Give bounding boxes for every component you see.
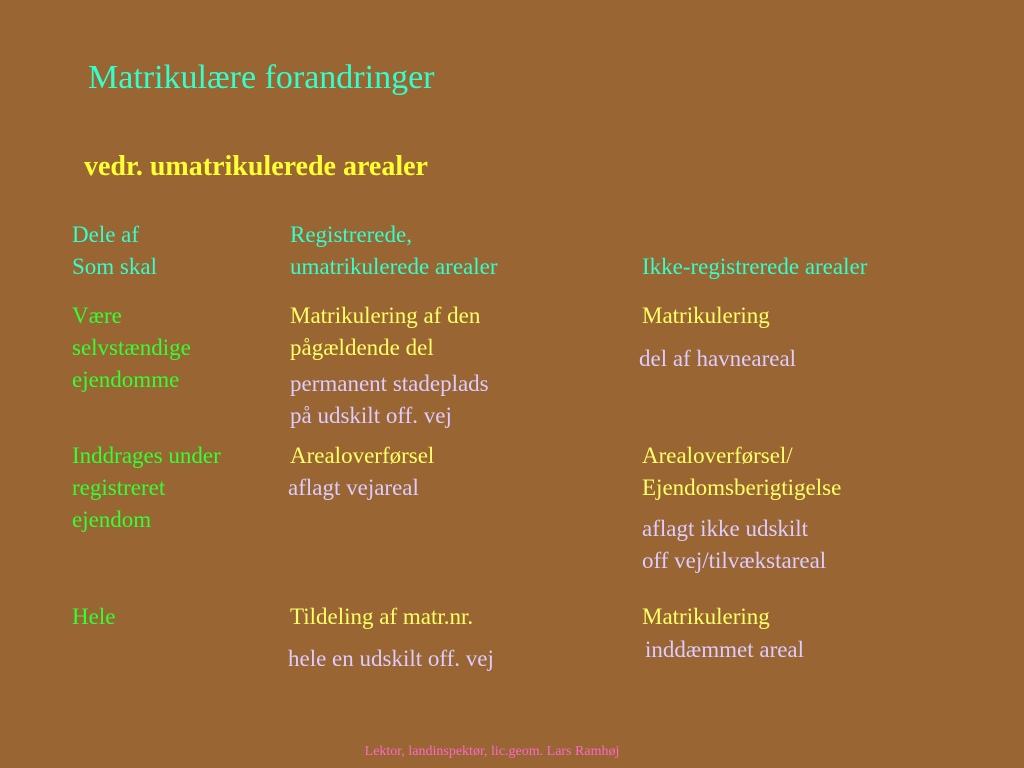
header-col1-line2: Som skal — [72, 254, 157, 279]
row1-label-line: ejendomme — [72, 367, 180, 392]
row2-col3-detail-line: aflagt ikke udskilt — [642, 516, 809, 541]
row3-col3-main: Matrikulering — [642, 604, 770, 629]
row2-col3-main-line: Arealoverførsel/ — [642, 443, 793, 468]
header-col2 — [290, 219, 498, 283]
row1-col2-detail-line: på udskilt off. vej — [290, 403, 452, 428]
row3-col2-detail: hele en udskilt off. vej — [288, 646, 494, 671]
row1-col2-detail — [290, 368, 489, 432]
row1-col3-detail: del af havneareal — [639, 346, 797, 371]
row1-col2-main — [290, 300, 480, 364]
row3-col3-detail: inddæmmet areal — [645, 637, 805, 662]
header-col1-line1: Dele af — [72, 222, 140, 247]
header-col2-line1: Registrerede, — [290, 222, 412, 247]
row1-col2-detail-line: permanent stadeplads — [290, 371, 489, 396]
slide-subtitle: vedr. umatrikulerede arealer — [84, 151, 428, 182]
row2-label — [72, 440, 221, 536]
row2-label-line: Inddrages under — [72, 443, 221, 468]
slide-title: Matrikulære forandringer — [88, 59, 435, 96]
row1-label — [72, 300, 191, 396]
row1-col2-main-line: Matrikulering af den — [290, 303, 481, 328]
row1-col3-main: Matrikulering — [642, 303, 770, 328]
header-col3: Ikke-registrerede arealer — [642, 254, 868, 279]
row2-col3-main-line: Ejendomsberigtigelse — [642, 475, 842, 500]
slide-footer: Lektor, landinspektør, lic.geom. Lars Ramhøj — [364, 744, 620, 759]
row2-col2-detail: aflagt vejareal — [288, 475, 419, 500]
row1-label-line: Være — [72, 303, 122, 328]
row2-label-line: registreret — [72, 475, 166, 500]
row2-col2-main: Arealoverførsel — [290, 443, 435, 468]
row2-col3-detail — [642, 513, 826, 577]
row2-col3-detail-line: off vej/tilvækstareal — [642, 548, 827, 573]
row3-col2-main: Tildeling af matr.nr. — [290, 604, 474, 629]
row2-col3-main — [642, 440, 841, 504]
row2-label-line: ejendom — [72, 507, 152, 532]
header-col2-line2: umatrikulerede arealer — [290, 254, 498, 279]
row3-label: Hele — [72, 604, 116, 629]
header-col1 — [72, 219, 157, 283]
row1-col2-main-line: pågældende del — [290, 335, 434, 360]
row1-label-line: selvstændige — [72, 335, 191, 360]
